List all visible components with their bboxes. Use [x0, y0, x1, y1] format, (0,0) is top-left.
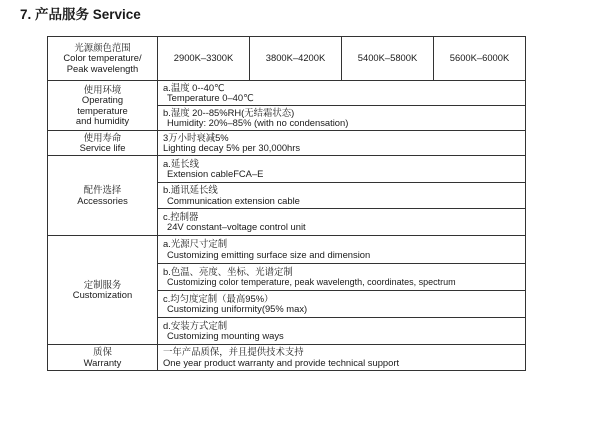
item-cn: a.延长线 [163, 157, 199, 169]
label-line: 质保 [93, 346, 112, 357]
warranty-item [158, 345, 526, 371]
item-cn: b.通讯延长线 [163, 184, 218, 195]
row-warranty [48, 345, 526, 371]
item-cn: c.控制器 [163, 210, 199, 222]
customization-item [158, 264, 526, 291]
item-en: Humidity: 20%–85% (with no condensation) [167, 117, 349, 128]
label-service-life [48, 131, 158, 156]
item-en: One year product warranty and provide technical support [163, 356, 400, 368]
row-environment-a [48, 81, 526, 106]
label-line: Customization [72, 289, 133, 300]
accessory-item [158, 183, 526, 209]
color-range-cell: 5600K–6000K [434, 37, 526, 81]
item-cn: d.安装方式定制 [163, 319, 228, 331]
environment-item [158, 81, 526, 106]
item-cn: a.光源尺寸定制 [163, 238, 228, 249]
row-customization-a [48, 236, 526, 264]
label-line: 使用寿命 [83, 131, 122, 143]
label-line: 光源颜色范围 [74, 41, 131, 53]
item-cn: b.湿度 20--85%RH(无结霜状态) [163, 106, 295, 118]
item-en: Customizing emitting surface size and dimension [167, 248, 371, 260]
label-line: 定制服务 [83, 278, 122, 290]
item-en: Customizing color temperature, peak wavelength, coordinates, spectrum [167, 277, 456, 287]
accessory-item [158, 156, 526, 183]
row-color-temperature [48, 37, 526, 81]
item-en: Temperature 0–40℃ [167, 92, 254, 103]
label-line: 使用环境 [83, 83, 122, 95]
color-range-cell: 3800K–4200K [250, 37, 342, 81]
customization-item [158, 236, 526, 264]
label-line: Accessories [77, 194, 128, 206]
label-warranty [48, 345, 158, 371]
label-line: Color temperature/ [63, 52, 142, 64]
item-en: Customizing mounting ways [167, 330, 284, 341]
section-title: 7. 产品服务 Service [20, 7, 141, 22]
color-range-cell: 5400K–5800K [342, 37, 434, 81]
customization-item [158, 291, 526, 318]
label-line: Operating [81, 94, 124, 105]
label-environment [48, 81, 158, 131]
item-cn: c.均匀度定制（最高95%） [163, 292, 274, 304]
environment-item [158, 106, 526, 131]
row-accessories-a [48, 156, 526, 183]
row-service-life [48, 131, 526, 156]
service-life-item [158, 131, 526, 156]
accessory-item [158, 209, 526, 236]
item-en: Lighting decay 5% per 30,000hrs [163, 142, 301, 153]
item-cn: 3万小时衰减5% [163, 131, 229, 143]
label-line: Warranty [83, 356, 122, 368]
item-en: Communication extension cable [167, 194, 300, 206]
item-cn: a.温度 0--40℃ [163, 81, 225, 93]
color-range-cell: 2900K–3300K [158, 37, 250, 81]
label-line: Peak wavelength [66, 62, 139, 74]
item-cn: 一年产品质保，并且提供技术支持 [163, 346, 304, 357]
label-line: 配件选择 [83, 184, 122, 195]
label-line: Service life [79, 142, 126, 153]
item-cn: b.色温、亮度、坐标、光谱定制 [163, 265, 293, 277]
label-accessories [48, 156, 158, 236]
customization-item [158, 318, 526, 345]
label-customization [48, 236, 158, 345]
item-en: 24V constant–voltage control unit [167, 221, 306, 232]
service-table [47, 36, 526, 371]
item-en: Customizing uniformity(95% max) [167, 303, 308, 314]
label-line: temperature [77, 104, 128, 116]
label-color-temperature [48, 37, 158, 81]
item-en: Extension cableFCA–E [167, 168, 264, 179]
label-line: and humidity [75, 115, 130, 126]
